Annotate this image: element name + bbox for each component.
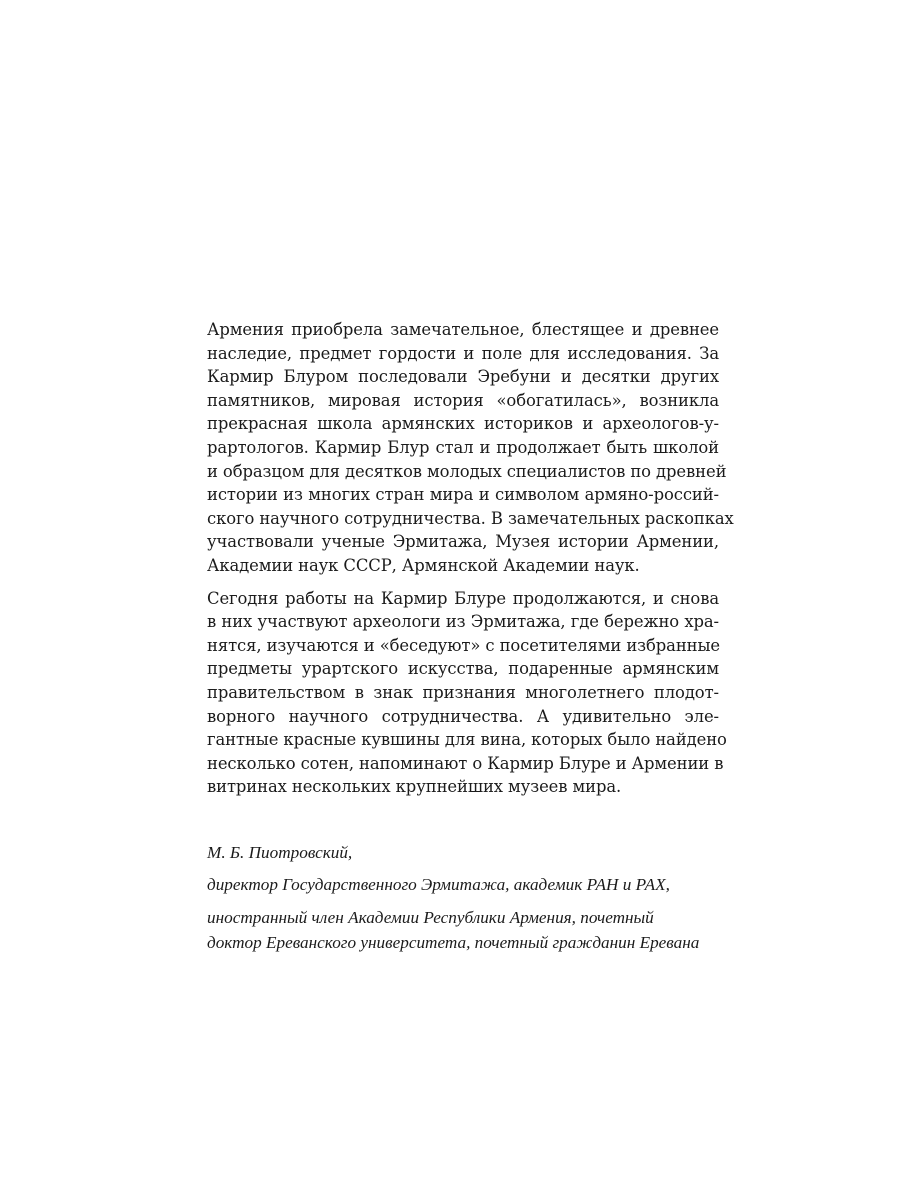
text-line: памятников, мировая история «обогатилась», возникла xyxy=(207,390,719,410)
author-title: директор Государственного Эрмитажа, академик РАН и РАХ, xyxy=(207,874,670,894)
text-line: гантные красные кувшины для вина, которых было найдено xyxy=(207,730,727,750)
text-line: витринах нескольких крупнейших музеев мира. xyxy=(207,777,622,797)
text-line: истории из многих стран мира и символом армяно-россий- xyxy=(207,485,719,505)
text-line: нятся, изучаются и «беседуют» с посетителями избранные xyxy=(207,635,721,655)
text-line: прекрасная школа армянских историков и археологов-у- xyxy=(207,414,719,434)
text-line: в них участвуют археологи из Эрмитажа, где бережно хра- xyxy=(207,612,719,632)
paragraph-2 xyxy=(207,587,727,799)
text-line: несколько сотен, напоминают о Кармир Блуре и Армении в xyxy=(207,753,724,773)
affiliation-line: доктор Ереванского университета, почетный гражданин Еревана xyxy=(207,932,700,952)
author-name: М. Б. Пиотровский, xyxy=(207,842,353,862)
text-line: ворного научного сотрудничества. А удивительно эле- xyxy=(207,706,719,726)
text-line: Академии наук СССР, Армянской Академии наук. xyxy=(207,555,640,575)
signature-block xyxy=(207,841,719,955)
text-line: предметы урартского искусства, подаренные армянским xyxy=(207,659,719,679)
text-line: наследие, предмет гордости и поле для исследования. За xyxy=(207,343,719,363)
text-line: Сегодня работы на Кармир Блуре продолжаются, и снова xyxy=(207,588,719,608)
affiliation-line: иностранный член Академии Республики Армения, почетный xyxy=(207,907,654,927)
text-line: ского научного сотрудничества. В замечательных раскопках xyxy=(207,508,734,528)
text-line: Кармир Блуром последовали Эребуни и десятки других xyxy=(207,367,719,387)
page-text xyxy=(207,318,734,955)
text-line: и образцом для десятков молодых специалистов по древней xyxy=(207,461,727,481)
text-line: правительством в знак признания многолетнего плодот- xyxy=(207,682,719,702)
text-line: рартологов. Кармир Блур стал и продолжает быть школой xyxy=(207,437,719,457)
text-line: участвовали ученые Эрмитажа, Музея истории Армении, xyxy=(207,532,719,552)
paragraph-1 xyxy=(207,318,734,578)
text-line: Армения приобрела замечательное, блестящее и древнее xyxy=(207,320,719,339)
author-affiliations xyxy=(207,905,719,955)
